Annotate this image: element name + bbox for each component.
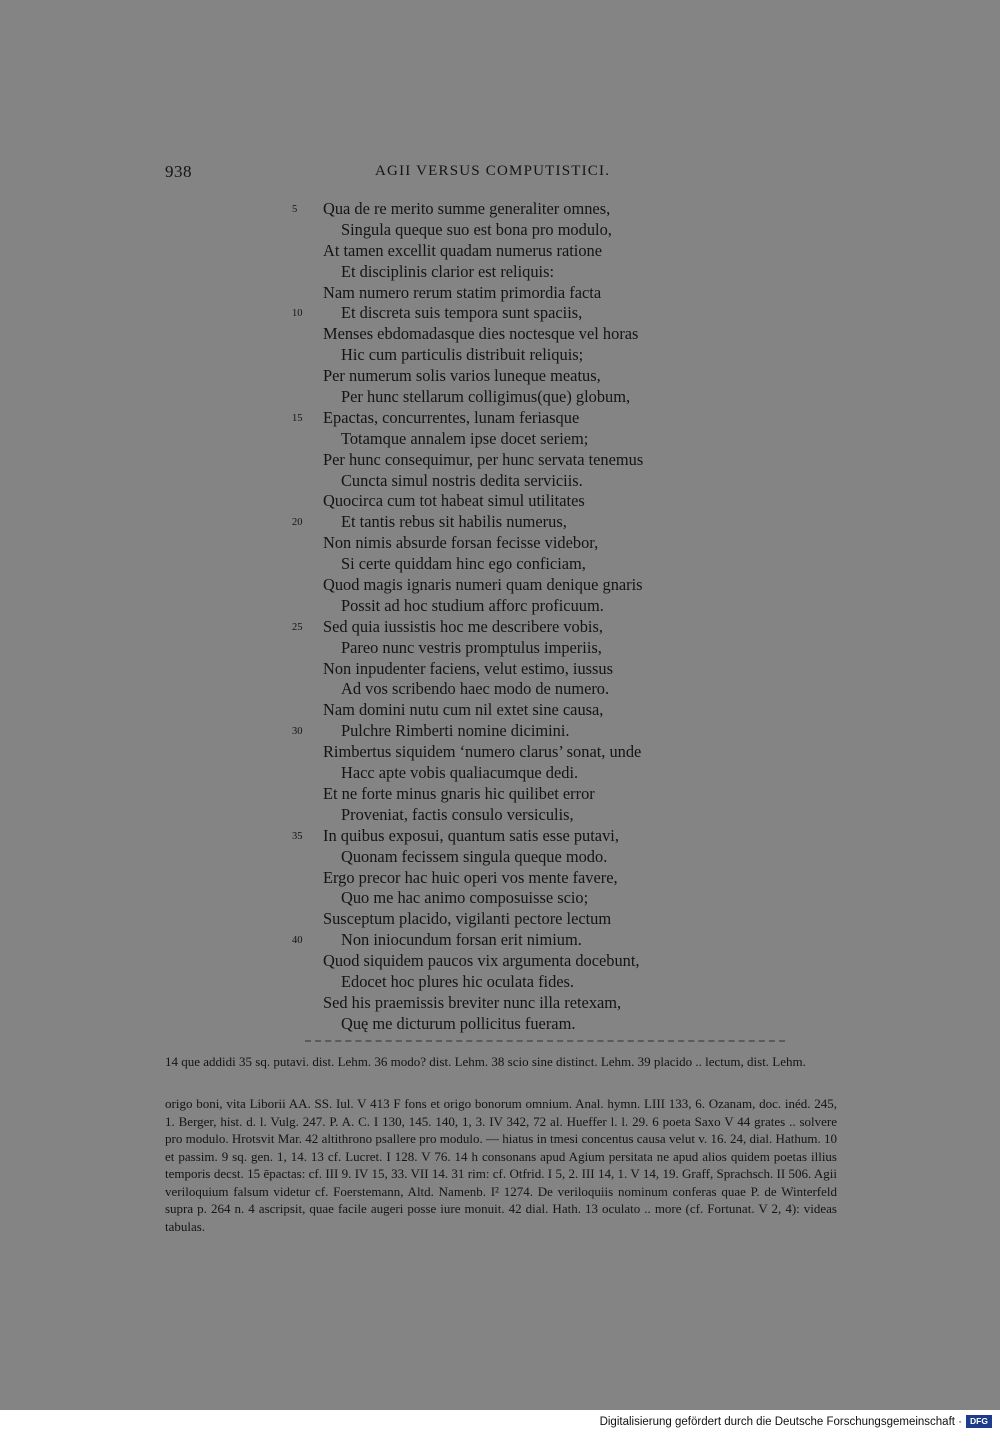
verse-line [292, 721, 752, 742]
verse-line [292, 450, 752, 471]
verse-text: Quę me dicturum pollicitus fueram. [341, 1013, 576, 1033]
verse-text: Possit ad hoc studium afforc proficuum. [341, 595, 604, 615]
verse-text: Per hunc stellarum colligimus(que) globum, [341, 387, 631, 407]
verse-text: Quocirca cum tot habeat simul utilitates [323, 491, 585, 511]
line-number: 25 [292, 621, 303, 633]
source-apparatus [165, 1095, 837, 1235]
verse-text: Quo me hac animo composuisse scio; [341, 888, 589, 908]
critical-apparatus [165, 1053, 837, 1071]
verse-text: Menses ebdomadasque dies noctesque vel horas [323, 324, 639, 344]
verse-text: Non inpudenter faciens, velut estimo, iussus [323, 658, 613, 678]
line-number: 5 [292, 204, 298, 215]
verse-line [292, 659, 752, 680]
verse-line [292, 241, 752, 262]
line-number: 30 [292, 726, 303, 738]
verse-line [292, 283, 752, 304]
poem-text [292, 199, 752, 1035]
verse-line [292, 617, 752, 638]
verse-line [292, 888, 752, 909]
verse-line [292, 533, 752, 554]
verse-line [292, 429, 752, 450]
verse-line [292, 554, 752, 575]
verse-text: Quod magis ignaris numeri quam denique gnaris [323, 575, 643, 595]
verse-line [292, 951, 752, 972]
verse-line [292, 471, 752, 492]
verse-text: Totamque annalem ipse docet seriem; [341, 428, 589, 448]
line-number: 35 [292, 830, 303, 842]
verse-text: Si certe quiddam hinc ego conficiam, [341, 554, 586, 574]
verse-line [292, 303, 752, 324]
verse-text: Sed quia iussistis hoc me describere vobis, [323, 616, 603, 636]
verse-line [292, 408, 752, 429]
verse-line [292, 491, 752, 512]
verse-text: Pulchre Rimberti nomine dicimini. [341, 721, 570, 741]
verse-text: Quod siquidem paucos vix argumenta docebunt, [323, 951, 640, 971]
verse-text: Singula queque suo est bona pro modulo, [341, 219, 612, 239]
verse-line [292, 366, 752, 387]
verse-line [292, 596, 752, 617]
verse-line [292, 763, 752, 784]
verse-line [292, 575, 752, 596]
verse-line [292, 972, 752, 993]
verse-text: Non iniocundum forsan erit nimium. [341, 930, 582, 950]
verse-text: Qua de re merito summe generaliter omnes, [323, 199, 611, 218]
verse-text: Et disciplinis clarior est reliquis: [341, 261, 555, 281]
verse-line [292, 220, 752, 241]
verse-line [292, 930, 752, 951]
footnote-separator [305, 1040, 785, 1042]
verse-text: Sed his praemissis breviter nunc illa retexam, [323, 992, 622, 1012]
verse-text: In quibus exposui, quantum satis esse putavi, [323, 825, 619, 845]
verse-line [292, 909, 752, 930]
verse-text: Et discreta suis tempora sunt spaciis, [341, 303, 583, 323]
verse-text: Non nimis absurde forsan fecisse videbor, [323, 533, 599, 553]
dfg-logo[interactable]: DFG [966, 1415, 992, 1428]
source-apparatus-text: origo boni, vita Liborii AA. SS. Iul. V 413 F fons et origo bonorum omnium. Anal. hymn. LIII 133, 6. Ozanam, doc. inéd. 245, 1. Berger, hist. d. l. Vulg. 247. P. A. C. I 130, 145. 140, 1, 3. IV 342, 72 al. Hueffer l. l. 29. 6 poeta Saxo V 44 grates .. solvere pro modulo. Hrotsvit Mar. 42 altithrono psallere pro modulo. — hiatus in tmesi concentus causa velut v. 16. 24, dial. Hathum. 10 et passim. 9 sq. gen. 1, 14. 13 cf. Lucret. I 128. V 76. 14 h consonans apud Agium persitata ne apud alios quidem poetas illius temporis decst. 15 ēpactas: cf. III 9. IV 15, 33. VII 14. 31 rim: cf. Otfrid. I 5, 2. III 14, 1. V 14, 19. Graff, Sprachsch. II 506. Agii veriloquium falsum videtur cf. Foerstemann, Altd. Namenb. I² 1274. De veriloquiis nominum conferas quae P. de Winterfeld supra p. 264 n. 4 ascripsit, quae facile augeri posse iure monuit. 42 dial. Hath. 13 oculato .. more (cf. Fortunat. V 2, 4): videas tabulas. [165, 1096, 837, 1234]
line-number: 15 [292, 412, 303, 424]
verse-text: Per numerum solis varios luneque meatus, [323, 366, 601, 386]
verse-line [292, 512, 752, 533]
verse-line [292, 826, 752, 847]
verse-line [292, 805, 752, 826]
verse-text: Nam numero rerum statim primordia facta [323, 282, 602, 302]
verse-text: Hacc apte vobis qualiacumque dedi. [341, 763, 579, 783]
running-header [0, 162, 1000, 186]
verse-text: Hic cum particulis distribuit reliquis; [341, 345, 584, 365]
verse-line [292, 784, 752, 805]
verse-line [292, 700, 752, 721]
verse-text: Rimbertus siquidem ‘numero clarus’ sonat, unde [323, 742, 642, 762]
verse-text: Edocet hoc plures hic oculata fides. [341, 971, 575, 991]
verse-text: Nam domini nutu cum nil extet sine causa, [323, 700, 604, 720]
verse-text: Pareo nunc vestris promptulus imperiis, [341, 637, 602, 657]
verse-text: Ergo precor hac huic operi vos mente favere, [323, 867, 618, 887]
verse-line [292, 638, 752, 659]
line-number: 40 [292, 935, 303, 947]
verse-line [292, 262, 752, 283]
verse-line [292, 1014, 752, 1035]
verse-line [292, 868, 752, 889]
running-title: AGII VERSUS COMPUTISTICI. [375, 163, 611, 179]
verse-line [292, 387, 752, 408]
verse-line [292, 324, 752, 345]
verse-text: Quonam fecissem singula queque modo. [341, 846, 608, 866]
verse-line [292, 742, 752, 763]
verse-text: Cuncta simul nostris dedita serviciis. [341, 470, 583, 490]
verse-text: Epactas, concurrentes, lunam feriasque [323, 407, 580, 427]
verse-line [292, 199, 752, 220]
verse-line [292, 993, 752, 1014]
funding-credit: Digitalisierung gefördert durch die Deutsche Forschungsgemeinschaft · [599, 1416, 962, 1428]
critical-apparatus-text: 14 que addidi 35 sq. putavi. dist. Lehm. 36 modo? dist. Lehm. 38 scio sine distinct. Lehm. 39 placido .. lectum, dist. Lehm. [165, 1054, 806, 1069]
verse-text: Et ne forte minus gnaris hic quilibet error [323, 783, 595, 803]
verse-text: Per hunc consequimur, per hunc servata tenemus [323, 449, 644, 469]
verse-text: Proveniat, factis consulo versiculis, [341, 804, 574, 824]
verse-text: At tamen excellit quadam numerus ratione [323, 240, 603, 260]
verse-line [292, 679, 752, 700]
verse-line [292, 847, 752, 868]
viewer-footer [0, 1410, 1000, 1434]
verse-text: Et tantis rebus sit habilis numerus, [341, 512, 567, 532]
verse-text: Ad vos scribendo haec modo de numero. [341, 679, 610, 699]
verse-text: Susceptum placido, vigilanti pectore lectum [323, 909, 612, 929]
page-number: 938 [165, 162, 192, 181]
line-number: 10 [292, 308, 303, 320]
line-number: 20 [292, 517, 303, 529]
verse-line [292, 345, 752, 366]
